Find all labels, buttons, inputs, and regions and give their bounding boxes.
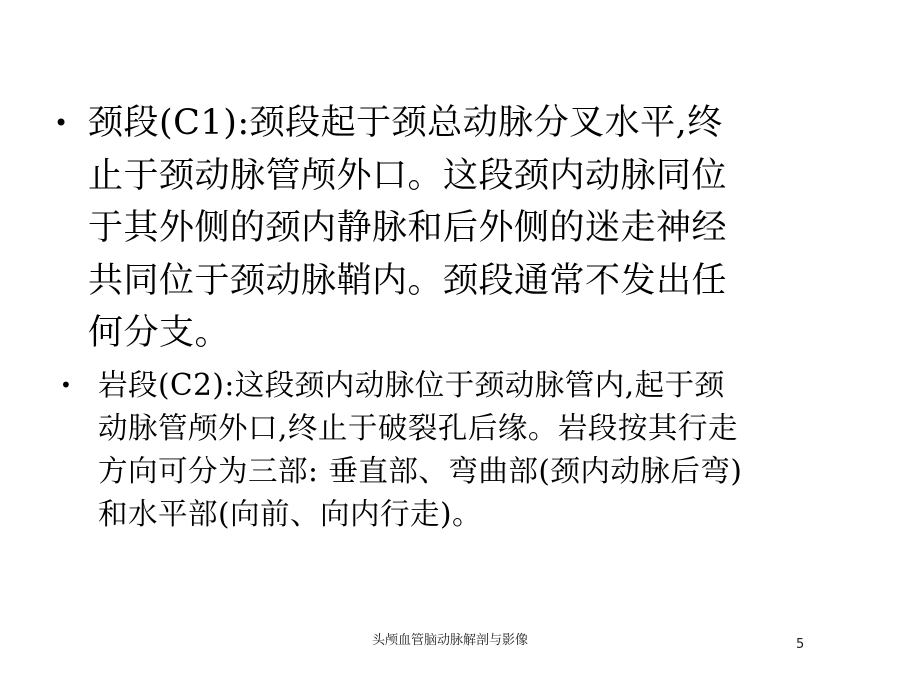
footer-title: 头颅血管脑动脉解剖与影像 — [371, 633, 528, 648]
bullet-text-cervical-segment: 颈段(C1):颈段起于颈总动脉分叉水平,终 止于颈动脉管颅外口。这段颈内动脉同位 于其外侧的颈内静脉和后外侧的迷走神经 共同位于颈动脉鞘内。颈段通常不发出任 何分支。 — [88, 103, 728, 353]
bullet-text-petrous-segment: 岩段(C2):这段颈内动脉位于颈动脉管内,起于颈 动脉管颅外口,终止于破裂孔后缘。岩段按其行走 方向可分为三部: 垂直部、弯曲部(颈内动脉后弯) 和水平部(向前、向内行走)。 — [98, 368, 743, 531]
bullet-icon: • — [54, 109, 69, 137]
bullet-icon: • — [60, 373, 72, 397]
bullet-item-cervical-segment — [54, 97, 844, 360]
bullet-item-petrous-segment — [60, 364, 860, 536]
page-number: 5 — [796, 637, 805, 652]
